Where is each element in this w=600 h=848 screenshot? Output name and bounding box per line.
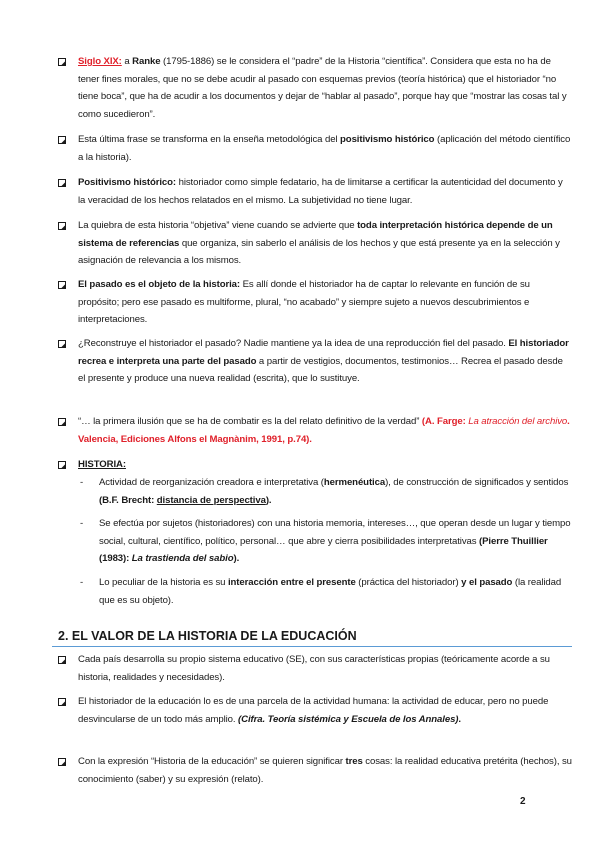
paragraph-text: Con la expresión “Historia de la educación” se quieren significar tres cosas: la realidad educativa pretérita (hechos), su conocimiento (saber) y su expresión (relato). bbox=[78, 756, 572, 785]
bullet-sistema-educativo bbox=[58, 651, 572, 686]
paragraph-text: Esta última frase se transforma en la enseña metodológica del positivismo histórico (aplicación del método científico a la historia). bbox=[78, 134, 571, 163]
checkbox-bullet-icon bbox=[58, 136, 66, 144]
bullet-quiebra-historia bbox=[58, 217, 572, 270]
paragraph-text: ¿Reconstruye el historiador el pasado? Nadie mantiene ya la idea de una reproducción fiel del pasado. El historiador recrea e interpreta una parte del pasado a partir de vestigios, documentos, testimonios… Recrea el pasado desde el presente y produce una nueva realidad (escrita), que lo sustituye. bbox=[78, 338, 569, 384]
bullet-positivismo-intro bbox=[58, 131, 572, 166]
bullet-farge-quote bbox=[58, 413, 572, 448]
checkbox-bullet-icon bbox=[58, 461, 66, 469]
checkbox-bullet-icon bbox=[58, 281, 66, 289]
checkbox-bullet-icon bbox=[58, 58, 66, 66]
historia-item: - Lo peculiar de la historia es su interacción entre el presente (práctica del historiador) y el pasado (la realidad que es su objeto). bbox=[80, 577, 562, 606]
heading-underline bbox=[52, 646, 572, 647]
checkbox-bullet-icon bbox=[58, 698, 66, 706]
ranke-name: Ranke bbox=[132, 56, 161, 67]
paragraph-text: “… la primera ilusión que se ha de combatir es la del relato definitivo de la verdad” (A. Farge: La atracción del archivo. Valencia, Ediciones Alfons el Magnànim, 1991, p.74). bbox=[78, 416, 570, 445]
checkbox-bullet-icon bbox=[58, 418, 66, 426]
bullet-siglo-xix bbox=[58, 53, 572, 123]
checkbox-bullet-icon bbox=[58, 656, 66, 664]
paragraph-text: Cada país desarrolla su propio sistema educativo (SE), con sus características propias (teóricamente acorde a su historia, realidades y necesidades). bbox=[78, 654, 550, 683]
historia-item: - Actividad de reorganización creadora e interpretativa (hermenéutica), de construcción de significados y sentidos (B.F. Brecht: distancia de perspectiva). bbox=[80, 477, 569, 506]
checkbox-bullet-icon bbox=[58, 758, 66, 766]
checkbox-bullet-icon bbox=[58, 340, 66, 348]
bullet-reconstruye bbox=[58, 335, 572, 388]
section-heading: 2. EL VALOR DE LA HISTORIA DE LA EDUCACIÓN bbox=[58, 629, 357, 643]
paragraph-text: El pasado es el objeto de la historia: Es allí donde el historiador ha de captar lo relevante en función de su propósito; pero ese pasado es multiforme, plural, “no acabado” y siempre sujeto a nuevos descubrimientos e interpretaciones. bbox=[78, 279, 530, 325]
checkbox-bullet-icon bbox=[58, 222, 66, 230]
siglo-xix-label: Siglo XIX: bbox=[78, 56, 122, 67]
paragraph-text: Siglo XIX: a Ranke (1795-1886) se le considera el “padre” de la Historia “científica”. Considera que esta no ha de tener fines morales, que no se debe acudir al pasado con esquemas previos (teoría histórica) que el historiador “no tiene boca”, que ha de acudir a los documentos y dejar de “hablar al pasado”, porque hay que “mostrar las cosas tal y como sucedieron”. bbox=[78, 56, 567, 120]
paragraph-text: HISTORIA: bbox=[78, 459, 126, 470]
page-number: 2 bbox=[520, 796, 526, 807]
bullet-historia-heading bbox=[58, 456, 572, 474]
bullet-historia-de-la-educacion bbox=[58, 753, 572, 788]
paragraph-text: Positivismo histórico: historiador como simple fedatario, ha de limitarse a certificar la autenticidad del documento y la veracidad de los hechos relatados en el mismo. La subjetividad no tiene lugar. bbox=[78, 177, 563, 206]
historia-item: - Se efectúa por sujetos (historiadores) con una historia memoria, intereses…, que operan desde un lugar y tiempo social, cultural, científico, político, personal… que abre y cierra posibilidades interpretativas (Pierre Thuillier (1983): La trastienda del sabio). bbox=[80, 518, 571, 564]
paragraph-text: El historiador de la educación lo es de una parcela de la actividad humana: la actividad de educar, pero no puede desvincularse de un todo más amplio. (Cifra. Teoría sistémica y Escuela de los Annales). bbox=[78, 696, 549, 725]
checkbox-bullet-icon bbox=[58, 179, 66, 187]
paragraph-text: La quiebra de esta historia “objetiva” viene cuando se advierte que toda interpretación histórica depende de un sistema de referencias que organiza, sin saberlo el análisis de los hechos y que está presente ya en la selección y asignación de relevancia a los mismos. bbox=[78, 220, 560, 266]
bullet-pasado-objeto bbox=[58, 276, 572, 329]
bullet-historiador-educacion bbox=[58, 693, 572, 728]
bullet-positivismo-historico bbox=[58, 174, 572, 209]
